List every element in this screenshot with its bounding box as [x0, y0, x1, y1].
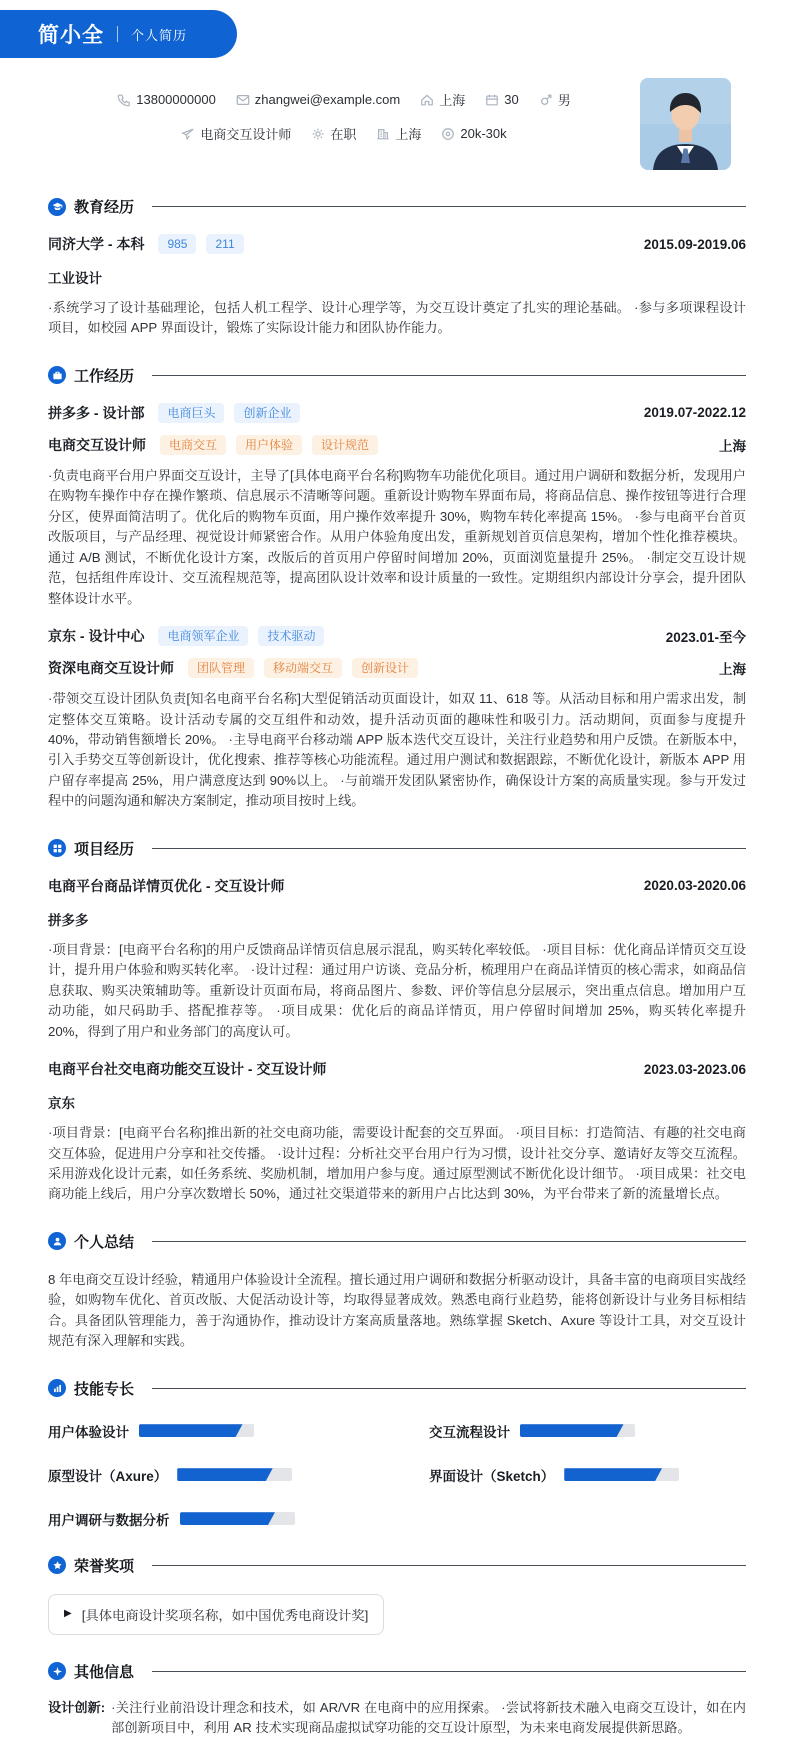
- brand-name: 简小全: [38, 24, 104, 47]
- role-tag: 用户体验: [236, 435, 302, 455]
- age-icon: [485, 93, 499, 107]
- role-tag: 团队管理: [188, 658, 254, 678]
- contact-position: [181, 124, 291, 143]
- role-tag: 移动端交互: [264, 658, 342, 678]
- position-icon: [181, 127, 195, 141]
- position-value: 电商交互设计师: [200, 127, 292, 142]
- job-entry: [48, 403, 746, 609]
- company-tag: 技术驱动: [258, 626, 324, 646]
- company-tag: 电商领军企业: [158, 626, 248, 646]
- education-entry: [48, 234, 746, 254]
- role-tag: 创新设计: [352, 658, 418, 678]
- skill-bar: [180, 1512, 295, 1525]
- education-title: 教育经历: [74, 199, 135, 216]
- skill-name: 用户调研与数据分析: [48, 1512, 170, 1528]
- award-name: [具体电商设计奖项名称，如中国优秀电商设计奖]: [81, 1607, 369, 1623]
- job-entry: [48, 626, 746, 812]
- project-entry: [48, 876, 746, 1042]
- section-divider-line: [152, 1565, 746, 1566]
- phone-icon: [117, 93, 131, 107]
- gender-value: 男: [557, 93, 571, 108]
- skill-item: [48, 1509, 365, 1529]
- chart-icon: [48, 1379, 66, 1397]
- role-tag: 设计规范: [312, 435, 378, 455]
- brand-subtitle: 个人简历: [131, 27, 188, 43]
- caret-right-icon: ▶: [64, 1608, 72, 1620]
- person-icon: [48, 1232, 66, 1250]
- section-skills: [48, 1378, 746, 1529]
- school-tags: [158, 234, 243, 254]
- role-tags: [188, 658, 418, 678]
- major-name: 工业设计: [48, 271, 102, 286]
- skills-title: 技能专长: [74, 1380, 135, 1398]
- summary-header: [48, 1231, 746, 1252]
- skill-bar-fill: [177, 1468, 272, 1481]
- section-divider-line: [152, 1388, 746, 1389]
- skill-bar: [139, 1424, 254, 1437]
- skills-header: [48, 1378, 746, 1399]
- email-value: zhangwei@example.com: [254, 92, 401, 107]
- other-header: [48, 1661, 746, 1682]
- projects-header: [48, 838, 746, 859]
- company-name: 京东 - 设计中心: [48, 628, 145, 645]
- contact-work-city: [376, 124, 421, 143]
- school-tag: 211: [206, 234, 243, 254]
- honors-header: [48, 1555, 746, 1576]
- contact-gender: [539, 90, 571, 109]
- contact-salary: [441, 126, 506, 141]
- job-company-row: [48, 403, 746, 423]
- job-role-row: [48, 435, 746, 455]
- skill-name: 界面设计（Sketch）: [429, 1468, 555, 1484]
- education-description: ·系统学习了设计基础理论，包括人机工程学、设计心理学等，为交互设计奠定了扎实的理论基础。 ·参与多项课程设计项目，如校园 APP 界面设计，锻炼了实际设计能力和团队协作能力。: [48, 300, 746, 336]
- section-work: [48, 365, 746, 812]
- brand-divider: [117, 26, 118, 42]
- section-divider-line: [152, 206, 746, 207]
- job-location: 上海: [719, 662, 746, 678]
- role-tag: 电商交互: [160, 435, 226, 455]
- section-honors: [48, 1555, 746, 1635]
- job-date: 2023.01-至今: [665, 630, 746, 646]
- grid-icon: [48, 839, 66, 857]
- salary-coin-icon: [441, 127, 455, 141]
- skill-item: [429, 1465, 746, 1485]
- section-other: [48, 1661, 746, 1739]
- skill-name: 原型设计（Axure）: [48, 1468, 168, 1484]
- skill-item: [429, 1421, 746, 1441]
- medal-icon: [48, 1556, 66, 1574]
- role-name: 资深电商交互设计师: [48, 660, 174, 677]
- section-education: [48, 196, 746, 339]
- company-tag: 电商巨头: [158, 403, 224, 423]
- job-description: ·带领交互设计团队负责[知名电商平台名称]大型促销活动页面设计，如双 11、618 等。从活动目标和用户需求出发，制定整体交互策略。设计活动专属的交互组件和动效，提升活动页面的趣味性和吸引力。活动期间，页面参与度提升 40%，带动销售额增长 20%。 ·主导电商平台移动端 APP 版本迭代交互设计，关注行业趋势和用户反馈。在新版本中，引入手势交互等创新设计，优化搜索、推荐等核心功能流程。通过用户测试和数据跟踪，不断优化设计，新版本 APP 用户留存率提高 25%，用户满意度达到 90%以上。 ·与前端开发团队紧密协作，确保设计方案的高质量实现。参与开发过程中的问题沟通和解决方案制定，推动项目按时上线。: [48, 691, 746, 809]
- company-tags: [158, 403, 300, 423]
- project-company: 京东: [48, 1096, 75, 1112]
- project-title-row: [48, 876, 746, 896]
- other-text: ·关注行业前沿设计理念和技术，如 AR/VR 在电商中的应用探索。 ·尝试将新技术融入电商交互设计，如在内部创新项目中，利用 AR 技术实现商品虚拟试穿功能的交互设计原型，为未来电商发展提供新思路。: [111, 1699, 746, 1736]
- skills-grid: [48, 1421, 746, 1529]
- skill-name: 用户体验设计: [48, 1424, 129, 1440]
- award-toggle[interactable]: [48, 1594, 384, 1635]
- job-location: 上海: [719, 438, 746, 454]
- role-tags: [160, 435, 378, 455]
- project-entry: [48, 1059, 746, 1205]
- section-divider-line: [152, 1671, 746, 1672]
- skill-item: [48, 1465, 365, 1485]
- education-header: [48, 196, 746, 217]
- home-city-value: 上海: [439, 93, 466, 108]
- job-description: ·负责电商平台用户界面交互设计，主导了[具体电商平台名称]购物车功能优化项目。通过用户调研和数据分析，发现用户在购物车操作中存在操作繁琐、信息展示不清晰等问题。重新设计购物车界面布局，将商品信息、操作按钮等进行合理分区，使界面简洁明了。优化后的购物车页面，用户操作效率提升 30%，购物车转化率提高 15%。 ·参与电商平台首页改版项目，与产品经理、视觉设计师紧密合作。从用户体验角度出发，重新规划首页信息架构，增加个性化推荐模块。通过 A/B 测试，不断优化设计方案，改版后的首页用户停留时间增加 20%，页面浏览量提升 25%。 ·制定交互设计规范，包括组件库设计、交互流程规范等，提高团队设计效率和设计质量的一致性。定期组织内部设计分享会，提升团队整体设计水平。: [48, 467, 746, 606]
- skill-bar: [177, 1468, 292, 1481]
- skill-bar-fill: [564, 1468, 662, 1481]
- company-tag: 创新企业: [234, 403, 300, 423]
- company-name: 拼多多 - 设计部: [48, 404, 145, 421]
- school-tag: 985: [158, 234, 196, 254]
- job-role-row: [48, 658, 746, 678]
- contact-status: [311, 124, 356, 143]
- contact-phone: [117, 92, 216, 107]
- graduation-cap-icon: [48, 198, 66, 216]
- job-company-row: [48, 626, 746, 646]
- project-date: 2023.03-2023.06: [643, 1061, 746, 1077]
- contact-email: [236, 92, 400, 107]
- contact-block: [48, 78, 640, 143]
- project-company: 拼多多: [48, 912, 89, 928]
- section-divider-line: [152, 848, 746, 849]
- gender-icon: [539, 93, 553, 107]
- honors-title: 荣誉奖项: [74, 1557, 135, 1575]
- city-building-icon: [376, 127, 390, 141]
- work-title: 工作经历: [74, 367, 135, 385]
- project-description: ·项目背景：[电商平台名称]的用户反馈商品详情页信息展示混乱，购买转化率较低。 ·项目目标：优化商品详情页交互设计，提升用户体验和购买转化率。 ·设计过程：通过用户访谈、竞品分析，梳理用户在商品详情页的核心需求，如商品信息获取、购买决策辅助等。重新设计页面布局，将商品图片、参数、评价等信息分层展示，突出重点信息。增加用户互动功能，如尺码助手、搭配推荐等。 ·项目成果：优化后的商品详情页，用户停留时间增加 25%，购买转化率提升 20%，得到了用户和业务部门的高度认可。: [48, 941, 746, 1039]
- summary-title: 个人总结: [74, 1233, 135, 1251]
- briefcase-icon: [48, 366, 66, 384]
- salary-value: 20k-30k: [460, 126, 507, 141]
- section-divider-line: [152, 375, 746, 376]
- work-header: [48, 365, 746, 386]
- section-divider-line: [152, 1241, 746, 1242]
- status-value: 在职: [330, 127, 357, 142]
- skill-bar-fill: [139, 1424, 243, 1437]
- brand-ribbon: [0, 10, 237, 58]
- project-name: 电商平台商品详情页优化 - 交互设计师: [48, 877, 285, 894]
- home-icon: [420, 93, 434, 107]
- status-gear-icon: [311, 127, 325, 141]
- skill-bar: [520, 1424, 635, 1437]
- job-date: 2019.07-2022.12: [643, 405, 746, 421]
- sparkle-icon: [48, 1662, 66, 1680]
- contact-row-1: [48, 90, 640, 109]
- project-date: 2020.03-2020.06: [643, 878, 746, 894]
- project-title-row: [48, 1059, 746, 1079]
- projects-title: 项目经历: [74, 840, 135, 858]
- role-name: 电商交互设计师: [48, 436, 146, 453]
- project-description: ·项目背景：[电商平台名称]推出新的社交电商功能，需要设计配套的交互界面。 ·项目目标：打造简洁、有趣的社交电商交互体验，促进用户分享和社交传播。 ·设计过程：分析社交平台用户行为习惯，设计社交分享、邀请好友等交互流程。采用游戏化设计元素，如任务系统、奖励机制，增加用户参与度。通过原型测试不断优化设计细节。 ·项目成果：社交电商功能上线后，用户分享次数增长 50%，通过社交渠道带来的新用户占比达到 30%，为平台带来了新的流量增长点。: [48, 1125, 746, 1202]
- skill-bar: [564, 1468, 679, 1481]
- skill-item: [48, 1421, 365, 1441]
- project-name: 电商平台社交电商功能交互设计 - 交互设计师: [48, 1061, 327, 1078]
- work-city-value: 上海: [395, 127, 422, 142]
- section-projects: [48, 838, 746, 1205]
- company-tags: [158, 626, 324, 646]
- contact-age: [485, 92, 518, 107]
- summary-text: 8 年电商交互设计经验，精通用户体验设计全流程。擅长通过用户调研和数据分析驱动设计，具备丰富的电商项目实战经验，如购物车优化、首页改版、大促活动设计等，均取得显著成效。熟悉电商行业趋势，能将创新设计与业务目标相结合。具备团队管理能力，善于沟通协作，推动设计方案高质量落地。熟练掌握 Sketch、Axure 等设计工具，对交互设计规范有深入理解和实践。: [48, 1271, 746, 1349]
- education-date: 2015.09-2019.06: [643, 236, 746, 252]
- contact-home-city: [420, 90, 465, 109]
- other-title: 其他信息: [74, 1663, 135, 1681]
- email-icon: [236, 93, 250, 107]
- portrait-photo: [640, 78, 731, 170]
- skill-bar-fill: [180, 1512, 275, 1525]
- skill-bar-fill: [520, 1424, 624, 1437]
- phone-value: 13800000000: [136, 92, 216, 107]
- contact-row-2: [48, 124, 640, 143]
- other-info-row: [48, 1698, 746, 1739]
- resume-header: [48, 78, 746, 170]
- skill-name: 交互流程设计: [429, 1424, 510, 1440]
- school-name: 同济大学 - 本科: [48, 236, 145, 252]
- other-label: 设计创新:: [48, 1699, 106, 1715]
- age-value: 30: [504, 92, 519, 107]
- section-summary: [48, 1231, 746, 1352]
